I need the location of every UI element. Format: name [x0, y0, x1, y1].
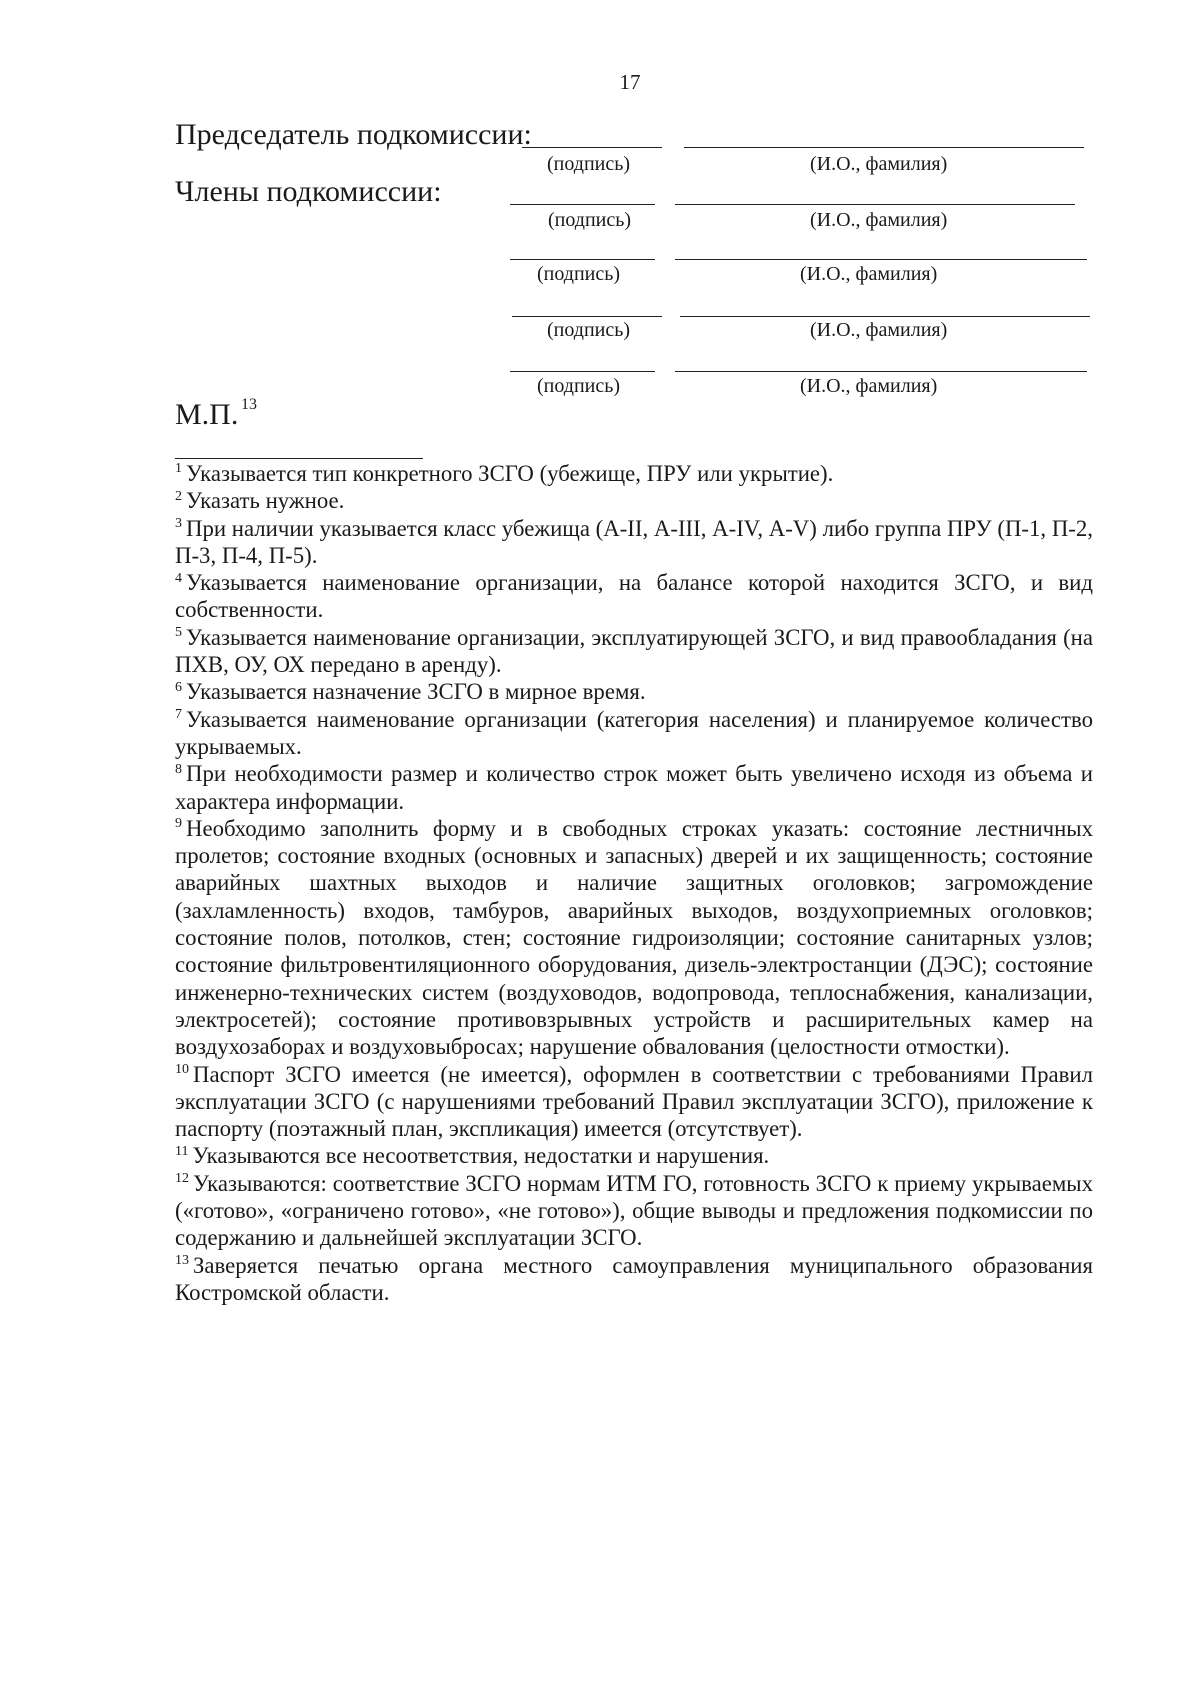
name-line	[680, 316, 1090, 317]
footnote	[175, 460, 1093, 487]
signature-caption: (подпись)	[537, 263, 621, 285]
footnote	[175, 678, 1093, 705]
footnote-text: Указывается наименование организации, на балансе которой находится ЗСГО, и вид собственности.	[175, 570, 1093, 623]
footnote-text: Указываются все несоответствия, недостатки и нарушения.	[192, 1143, 770, 1169]
stamp-footnote-ref: 13	[241, 396, 257, 413]
footnote	[175, 569, 1093, 624]
signature-caption: (подпись)	[548, 209, 632, 231]
footnote-number: 7	[175, 707, 182, 723]
footnote-number: 8	[175, 761, 182, 777]
name-caption: (И.О., фамилия)	[810, 319, 948, 341]
signature-caption: (подпись)	[547, 153, 631, 175]
signature-caption: (подпись)	[547, 319, 631, 341]
footnote-text: При наличии указывается класс убежища (А-II, А-III, А-IV, А-V) либо группа ПРУ (П-1, П-2, П-3, П-4, П-5).	[175, 515, 1093, 568]
name-caption: (И.О., фамилия)	[810, 209, 948, 231]
footnote-separator	[175, 458, 423, 459]
footnote	[175, 1061, 1093, 1143]
footnote	[175, 760, 1093, 815]
name-line	[675, 259, 1087, 260]
footnote	[175, 1142, 1093, 1169]
footnote-text: Паспорт ЗСГО имеется (не имеется), оформлен в соответствии с требованиями Правил эксплуатации ЗСГО (с нарушениями требований Правил эксплуатации ЗСГО), приложение к паспорту (поэтажный план, экспликация) имеется (отсутствует).	[175, 1061, 1093, 1142]
footnote-number: 4	[175, 570, 182, 586]
chairman-label: Председатель подкомиссии:	[175, 118, 532, 151]
stamp-label: М.П.	[175, 398, 239, 431]
footnote	[175, 1252, 1093, 1307]
footnote-text: Указывается наименование организации (категория населения) и планируемое количество укрываемых.	[175, 706, 1093, 759]
footnote	[175, 706, 1093, 761]
name-line	[684, 147, 1084, 148]
signature-caption: (подпись)	[537, 375, 621, 397]
footnote-text: Указывается тип конкретного ЗСГО (убежище, ПРУ или укрытие).	[186, 461, 834, 486]
members-label: Члены подкомиссии:	[175, 175, 442, 208]
footnote-text: Указывается назначение ЗСГО в мирное время.	[186, 679, 646, 705]
footnote-number: 2	[175, 488, 182, 504]
footnote	[175, 487, 1093, 514]
name-caption: (И.О., фамилия)	[800, 263, 938, 285]
footnote-number: 3	[175, 516, 182, 531]
footnote-number: 11	[175, 1143, 189, 1159]
page-number: 17	[619, 70, 641, 94]
footnote-text: Необходимо заполнить форму и в свободных строках указать: состояние лестничных пролетов; состояние входных (основных и запасных) дверей и их защищенность; состояние аварийных шахтных выходов и наличие защитных оголовков; загромождение (захламленность) входов, тамбуров, аварийных выходов, воздухоприемных оголовков; состояние полов, потолков, стен; состояние гидроизоляции; состояние санитарных узлов; состояние фильтровентиляционного оборудования, дизель-электростанции (ДЭС); состояние инженерно-технических систем (воздуховодов, водопровода, теплоснабжения, канализации, электросетей); состояние противовзрывных устройств и расширительных камер на воздухозаборах и воздуховыбросах; нарушение обвалования (целостности отмостки).	[175, 815, 1093, 1060]
footnote-number: 13	[175, 1253, 189, 1269]
footnote-number: 9	[175, 816, 182, 832]
footnote-text: Указываются: соответствие ЗСГО нормам ИТМ ГО, готовность ЗСГО к приему укрываемых («готово», «ограничено готово», «не готово»), общие выводы и предложения подкомиссии по содержанию и дальнейшей эксплуатации ЗСГО.	[175, 1170, 1093, 1251]
footnote	[175, 515, 1093, 570]
footnote	[175, 1170, 1093, 1252]
signature-line	[522, 147, 662, 148]
signature-line	[510, 204, 655, 205]
name-line	[675, 204, 1075, 205]
name-line	[675, 371, 1087, 372]
signature-line	[510, 371, 655, 372]
footnote-number: 10	[175, 1061, 189, 1077]
name-caption: (И.О., фамилия)	[800, 375, 938, 397]
footnote-number: 6	[175, 679, 182, 695]
footnote-text: При необходимости размер и количество строк может быть увеличено исходя из объема и характера информации.	[175, 761, 1093, 814]
footnote-text: Заверяется печатью органа местного самоуправления муниципального образования Костромской области.	[175, 1252, 1093, 1305]
signature-line	[510, 259, 655, 260]
name-caption: (И.О., фамилия)	[810, 153, 948, 175]
footnote-text: Указывается наименование организации, эксплуатирующей ЗСГО, и вид правообладания (на ПХВ, ОУ, ОХ передано в аренду).	[175, 624, 1093, 678]
footnote-number: 1	[175, 461, 182, 477]
footnotes	[175, 460, 1093, 1306]
footnote-number: 5	[175, 625, 182, 641]
footnote	[175, 815, 1093, 1061]
footnote-number: 12	[175, 1171, 189, 1187]
footnote	[175, 624, 1093, 679]
footnote-text: Указать нужное.	[186, 488, 345, 514]
signature-line	[512, 316, 662, 317]
